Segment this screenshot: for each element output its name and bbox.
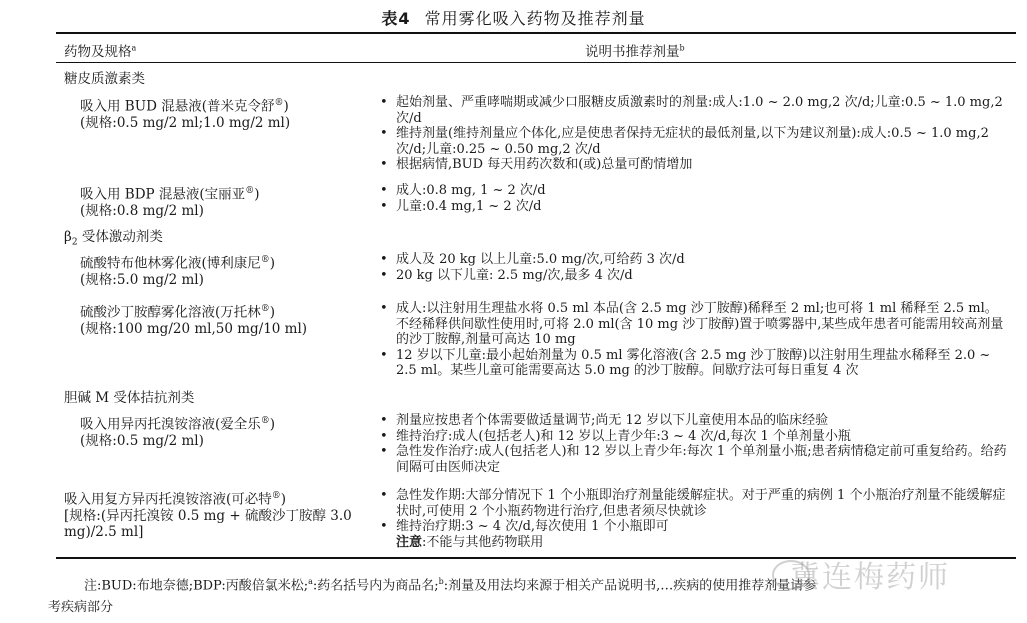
dose-text: 起始剂量、严重哮喘期或减少口服糖皮质激素时的剂量:成人:1.0 ~ 2.0 mg,2 次/d;儿童:0.5 ~ 1.0 mg,2 次/d [396,95,1003,126]
bullet-icon: • [380,126,388,141]
drug-name-close: ) [283,98,289,115]
footnote-continued: 考疾病部分 [48,600,114,615]
dose-item [378,183,1008,199]
header-col2-label: 说明书推荐剂量 [585,44,680,60]
drug-bud [80,95,380,131]
bullet-icon: • [380,347,388,363]
dose-item [378,413,1008,429]
dose-text: 成人及 20 kg 以上儿童:5.0 mg/次,可给药 3 次/d [396,252,685,267]
dose-list-ipratropium [378,413,1008,475]
bullet-icon: • [380,252,388,267]
dose-text: 20 kg 以下儿童: 2.5 mg/次,最多 4 次/d [396,267,633,283]
drug-bdp [80,183,380,219]
dose-item [378,348,1008,379]
category-label: 受体激动剂类 [77,229,163,245]
dose-text: 成人:以注射用生理盐水将 0.5 ml 本品(含 2.5 mg 沙丁胺醇)稀释至 2 ml;也可将 1 ml 稀释至 2.5 ml。不经稀释供间歇性使用时,可将 2.0 ml(含 10 mg 沙丁胺醇)置于喷雾器中,某些成年患者可能需用较高剂量的沙丁胺醇,剂量可高达 10 mg [396,301,1004,347]
dose-list-combivent [378,488,1008,550]
dose-text: 12 岁以下儿童:最小起始剂量为 0.5 ml 雾化溶液(含 2.5 mg 沙丁胺醇)以注射用生理盐水稀释至 2.0 ~ 2.5 ml。某些儿童可能需要高达 5.0 mg 的沙丁胺醇。间歇疗法可每日重复 4 次 [396,347,991,378]
dose-list-salbutamol [378,301,1008,379]
drug-name: 吸入用 BDP 混悬液(宝丽亚 [80,186,246,203]
drug-spec: (规格:0.5 mg/2 ml) [80,432,204,449]
header-rule [56,62,1016,63]
bullet-icon: • [380,413,388,428]
bullet-icon: • [380,444,388,459]
dose-list-bdp [378,183,1008,214]
category-beta2-agonists [64,225,163,248]
drug-name: 吸入用异丙托溴铵溶液(爱全乐 [80,416,261,433]
dose-text: 剂量应按患者个体需要做适量调节;尚无 12 岁以下儿童使用本品的临床经验 [396,413,829,428]
dose-text: 急性发作期:大部分情况下 1 个小瓶即治疗剂量能缓解症状。对于严重的病例 1 个小瓶治疗剂量不能缓解症状时,可使用 2 个小瓶药物进行治疗,但患者须尽快就诊 [396,488,1006,519]
dose-item [378,252,1008,268]
dose-text: 维持剂量(维持剂量应个体化,应是使患者保持无症状的最低剂量,以下为建议剂量):成人:0.5 ~ 1.0 mg,2 次/d;儿童:0.25 ~ 0.50 mg,2 次/d [396,126,989,157]
drug-spec: (规格:0.5 mg/2 ml;1.0 mg/2 ml) [80,114,291,131]
dose-text: 成人:0.8 mg, 1 ~ 2 次/d [396,183,546,198]
dose-item [378,488,1008,519]
drug-name: 硫酸沙丁胺醇雾化溶液(万托林 [80,304,261,321]
dose-list-bud [378,95,1008,173]
drug-name: 吸入用 BUD 混悬液(普米克令舒 [80,98,275,115]
category-muscarinic-antagonists: 胆碱 M 受体拮抗剂类 [64,390,195,406]
bullet-icon: • [380,95,388,110]
dose-text: 根据病情,BUD 每天用药次数和(或)总量可酌情增加 [396,157,693,172]
dose-list-terbutaline [378,252,1008,283]
bullet-icon: • [380,157,388,172]
footnote-a-text: :药名括号内为商品名; [312,578,439,594]
dose-item [378,199,1008,215]
drug-spec: (规格:0.8 mg/2 ml) [80,202,204,219]
dose-text: 儿童:0.4 mg,1 ~ 2 次/d [396,198,542,214]
subscript-2: 2 [71,237,78,248]
dose-item [378,157,1008,173]
footnote-marker-b: b [679,43,685,53]
footnote-marker-b: b [438,577,444,586]
footnote-marker-a: a [308,577,313,586]
beta-symbol: β [64,229,72,245]
dose-item [378,519,1008,535]
dose-item [378,95,1008,126]
drug-salbutamol [80,301,380,337]
dose-note [378,535,1008,551]
header-recommended-dose [585,40,685,60]
header-drug-spec [64,40,136,60]
bullet-icon: • [380,428,388,444]
dose-item [378,126,1008,157]
drug-name: 硫酸特布他林雾化液(博利康尼 [80,255,261,272]
drug-name-close: ) [269,304,276,321]
note-text: :不能与其他药物联用 [422,534,544,550]
drug-name-close: ) [280,491,287,508]
bullet-icon: • [380,519,388,534]
dose-item [378,268,1008,284]
drug-spec: [规格:(异丙托溴铵 0.5 mg + 硫酸沙丁胺醇 3.0 mg)/2.5 ml] [64,507,352,540]
registered-mark: ® [260,255,270,265]
watermark: 冀连梅药师 [790,560,950,595]
table-title-text: 常用雾化吸入药物及推荐剂量 [424,9,646,28]
registered-mark: ® [260,304,270,314]
category-corticosteroids: 糖皮质激素类 [64,71,145,87]
dose-text: 维持治疗:成人(包括老人)和 12 岁以上青少年:3 ~ 4 次/d,每次 1 个单剂量小瓶 [396,428,851,444]
drug-name-close: ) [269,416,276,433]
footnote-abbrev: 注:BUD:布地奈德;BDP:丙酸倍氯米松; [84,578,309,594]
footnote-marker-a: a [131,43,137,53]
registered-mark: ® [245,186,255,196]
dose-text: 急性发作治疗:成人(包括老人)和 12 岁以上青少年:每次 1 个单剂量小瓶;患者病情稳定前可重复给药。给药间隔可由医师决定 [396,444,1007,475]
table-title [0,6,1027,29]
dose-item [378,301,1008,348]
top-rule [56,32,1016,34]
footnote-b-text: :剂量及用法均来源于相关产品说明书,…疾病的使用推荐剂量请参 [443,578,817,594]
registered-mark: ® [271,491,281,501]
registered-mark: ® [274,98,284,108]
bullet-icon: • [380,198,388,214]
dose-text: 维持治疗期:3 ~ 4 次/d,每次使用 1 个小瓶即可 [396,519,669,534]
drug-spec: (规格:100 mg/20 ml,50 mg/10 ml) [80,320,308,337]
drug-spec: (规格:5.0 mg/2 ml) [80,271,204,288]
registered-mark: ® [260,416,270,426]
drug-name: 吸入用复方异丙托溴铵溶液(可必特 [64,491,272,508]
drug-name-close: ) [269,255,276,272]
header-col1-label: 药物及规格 [64,44,132,60]
drug-ipratropium [80,413,380,449]
drug-name-close: ) [254,186,260,203]
bullet-icon: • [380,183,388,198]
bullet-icon: • [380,267,388,283]
note-label: 注意 [396,534,423,550]
bullet-icon: • [380,301,388,316]
bullet-icon: • [380,488,388,503]
dose-item [378,429,1008,445]
drug-terbutaline [80,252,380,288]
drug-combivent [64,488,364,540]
table-number: 表4 [381,9,411,28]
dose-item [378,444,1008,475]
